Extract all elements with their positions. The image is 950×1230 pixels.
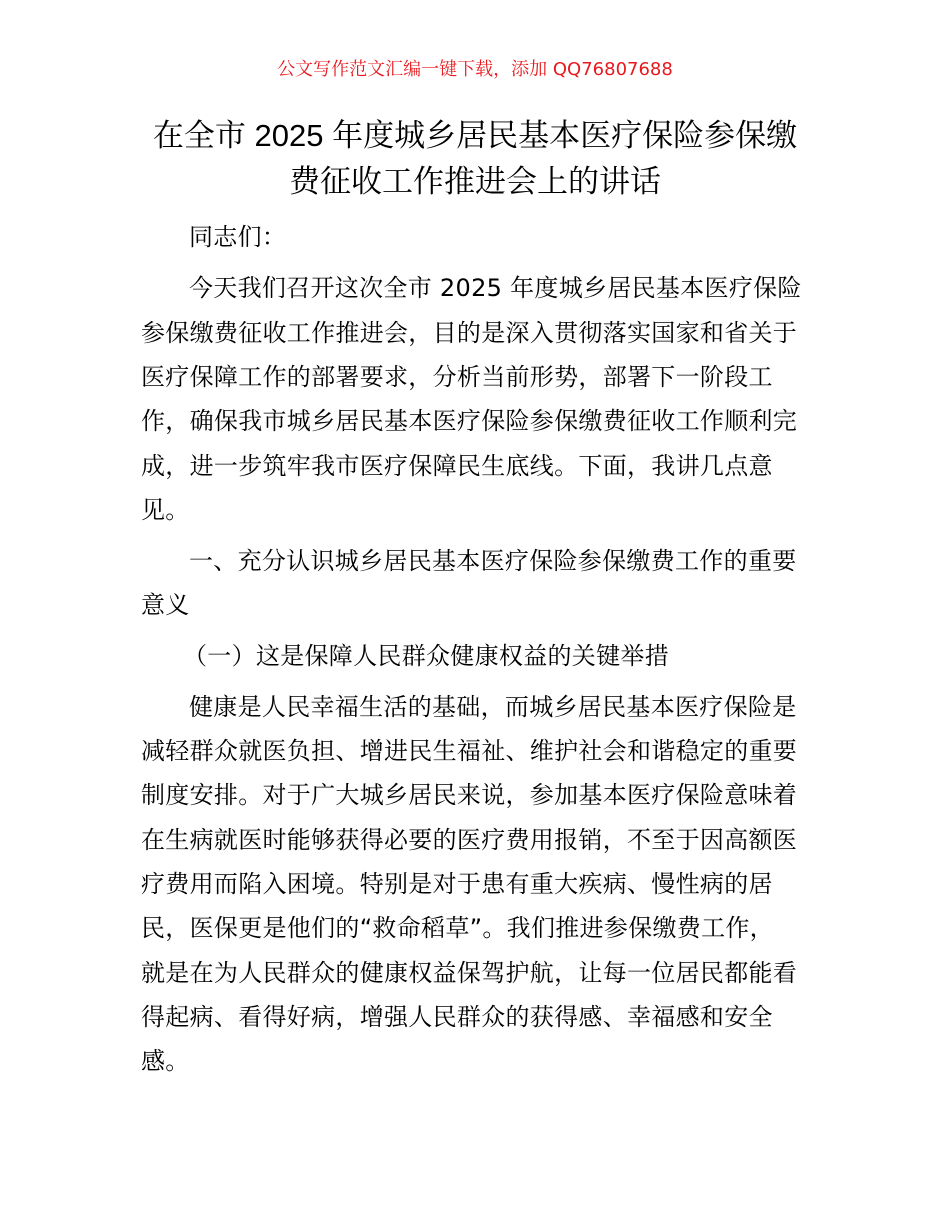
body-line: 感。 (141, 1047, 190, 1075)
intro-line: 医疗保障工作的部署要求，分析当前形势，部署下一阶段工 (141, 363, 773, 391)
body-line: 健康是人民幸福生活的基础，而城乡居民基本医疗保险是 (189, 693, 797, 721)
intro-line: 今天我们召开这次全市 2025 年度城乡居民基本医疗保险 (189, 274, 802, 302)
document-title-line-1: 在全市 2025 年度城乡居民基本医疗保险参保缴 (152, 118, 798, 153)
body-line: 在生病就医时能够获得必要的医疗费用报销，不至于因高额医 (141, 826, 798, 854)
salutation: 同志们： (189, 223, 287, 251)
document-title-line-2: 费征收工作推进会上的讲话 (289, 164, 661, 199)
body-line: 民，医保更是他们的“救命稻草”。我们推进参保缴费工作， (141, 914, 774, 942)
body-line: 得起病、看得好病，增强人民群众的获得感、幸福感和安全 (141, 1003, 773, 1031)
body-line: 就是在为人民群众的健康权益保驾护航，让每一位居民都能看 (141, 959, 798, 987)
intro-line: 见。 (141, 496, 190, 524)
intro-line: 成，进一步筑牢我市医疗保障民生底线。下面，我讲几点意 (141, 452, 773, 480)
section-heading: 意义 (141, 591, 190, 619)
body-line: 减轻群众就医负担、增进民生福祉、维护社会和谐稳定的重要 (141, 737, 798, 765)
intro-line: 作，确保我市城乡居民基本医疗保险参保缴费征收工作顺利完 (141, 407, 798, 435)
section-heading: 一、充分认识城乡居民基本医疗保险参保缴费工作的重要 (189, 547, 797, 575)
body-line: 疗费用而陷入困境。特别是对于患有重大疾病、慢性病的居 (141, 870, 773, 898)
download-banner: 公文写作范文汇编一键下载，添加 QQ76807688 (277, 59, 673, 80)
intro-line: 参保缴费征收工作推进会，目的是深入贯彻落实国家和省关于 (141, 319, 798, 347)
body-line: 制度安排。对于广大城乡居民来说，参加基本医疗保险意味着 (141, 781, 798, 809)
subsection-heading: （一）这是保障人民群众健康权益的关键举措 (183, 642, 669, 670)
